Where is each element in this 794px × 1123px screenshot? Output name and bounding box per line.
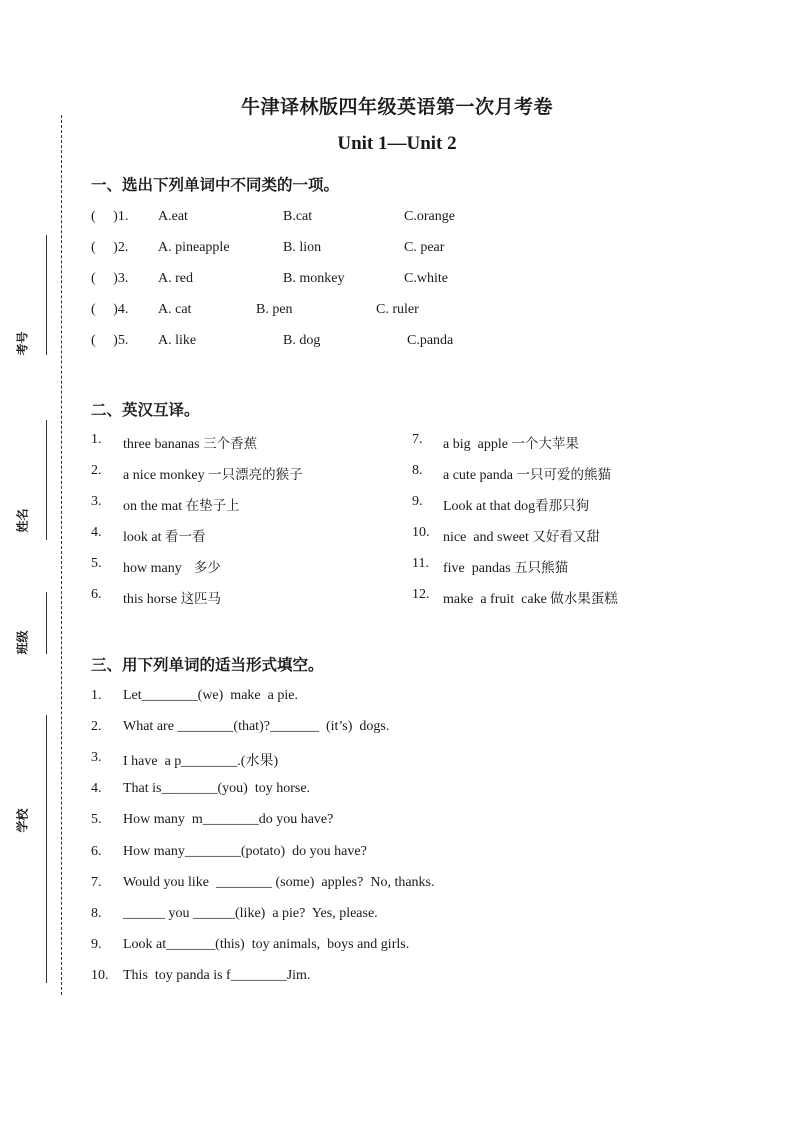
section2-item-number: 12. bbox=[412, 587, 430, 602]
section2-item-phrase: three bananas 三个香蕉 bbox=[123, 436, 258, 452]
section2-item-phrase: how many 多少 bbox=[123, 560, 221, 576]
section1-item-1-option-b: B.cat bbox=[283, 209, 313, 224]
section2-item-phrase: five pandas 五只熊猫 bbox=[443, 560, 569, 576]
section2-item-number: 11. bbox=[412, 556, 429, 571]
section2-item-phrase: a big apple 一个大苹果 bbox=[443, 436, 579, 452]
section3-item-number: 5. bbox=[91, 812, 102, 827]
section1-item-3-option-a: A. red bbox=[158, 271, 193, 286]
section1-item-5-option-a: A. like bbox=[158, 333, 197, 348]
section1-item-5-number: ( )5. bbox=[91, 333, 129, 348]
section3-item-number: 2. bbox=[91, 719, 102, 734]
binding-dashed-line bbox=[61, 115, 62, 995]
exam-number-line bbox=[46, 235, 47, 355]
page-subtitle: Unit 1—Unit 2 bbox=[337, 133, 457, 154]
section3-item-number: 3. bbox=[91, 750, 102, 765]
section2-item-number: 5. bbox=[91, 556, 102, 571]
section1-item-1-option-c: C.orange bbox=[404, 209, 455, 224]
section3-item-text: Look at_______(this) toy animals, boys and girls. bbox=[123, 937, 410, 952]
section3-item-text: Would you like ________ (some) apples? No, thanks. bbox=[123, 875, 435, 890]
section2-item-number: 6. bbox=[91, 587, 102, 602]
section2-item-phrase: this horse 这匹马 bbox=[123, 591, 222, 607]
section1-item-2-option-b: B. lion bbox=[283, 240, 322, 255]
page-title: 牛津译林版四年级英语第一次月考卷 bbox=[240, 96, 553, 118]
school-label: 学校 bbox=[15, 808, 30, 833]
section1-item-1-number: ( )1. bbox=[91, 209, 129, 224]
section2-item-number: 2. bbox=[91, 463, 102, 478]
section2-item-number: 3. bbox=[91, 494, 102, 509]
section3-item-number: 6. bbox=[91, 844, 102, 859]
section2-item-phrase: Look at that dog看那只狗 bbox=[443, 498, 590, 514]
section1-item-2-option-c: C. pear bbox=[404, 240, 445, 255]
section1-item-3-option-b: B. monkey bbox=[283, 271, 345, 286]
section2-item-number: 1. bbox=[91, 432, 102, 447]
section2-item-number: 8. bbox=[412, 463, 423, 478]
section3-heading: 三、用下列单词的适当形式填空。 bbox=[91, 656, 324, 674]
section2-item-number: 9. bbox=[412, 494, 423, 509]
section1-item-4-number: ( )4. bbox=[91, 302, 129, 317]
section2-item-number: 4. bbox=[91, 525, 102, 540]
section2-item-phrase: on the mat 在垫子上 bbox=[123, 498, 240, 514]
section2-heading: 二、英汉互译。 bbox=[91, 401, 200, 419]
section3-item-text: What are ________(that)?_______ (it’s) dogs. bbox=[123, 719, 390, 734]
section1-item-2-option-a: A. pineapple bbox=[158, 240, 230, 255]
section3-item-number: 10. bbox=[91, 968, 109, 983]
exam-number-label: 考号 bbox=[15, 331, 30, 356]
section2-item-phrase: look at 看一看 bbox=[123, 529, 206, 545]
section1-item-4-option-a: A. cat bbox=[158, 302, 192, 317]
class-label: 班级 bbox=[15, 630, 30, 655]
section3-item-text: How many m________do you have? bbox=[123, 812, 334, 827]
section2-item-phrase: a nice monkey 一只漂亮的猴子 bbox=[123, 467, 303, 483]
section3-item-text: Let________(we) make a pie. bbox=[123, 688, 298, 703]
section1-item-5-option-b: B. dog bbox=[283, 333, 321, 348]
section3-item-number: 1. bbox=[91, 688, 102, 703]
section1-item-4-option-c: C. ruler bbox=[376, 302, 419, 317]
section3-item-number: 9. bbox=[91, 937, 102, 952]
section2-item-number: 7. bbox=[412, 432, 423, 447]
section2-item-phrase: a cute panda 一只可爱的熊猫 bbox=[443, 467, 611, 483]
section1-item-3-option-c: C.white bbox=[404, 271, 448, 286]
section3-item-number: 7. bbox=[91, 875, 102, 890]
section3-item-text: ______ you ______(like) a pie? Yes, please. bbox=[123, 906, 378, 921]
section1-item-4-option-b: B. pen bbox=[256, 302, 293, 317]
section1-heading: 一、选出下列单词中不同类的一项。 bbox=[91, 176, 340, 194]
section3-item-text: This toy panda is f________Jim. bbox=[123, 968, 311, 983]
name-label: 姓名 bbox=[15, 508, 30, 533]
section2-item-phrase: make a fruit cake 做水果蛋糕 bbox=[443, 591, 618, 607]
section2-item-phrase: nice and sweet 又好看又甜 bbox=[443, 529, 600, 545]
section3-item-number: 8. bbox=[91, 906, 102, 921]
section1-item-2-number: ( )2. bbox=[91, 240, 129, 255]
section2-item-number: 10. bbox=[412, 525, 430, 540]
section1-item-5-option-c: C.panda bbox=[407, 333, 454, 348]
school-line bbox=[46, 715, 47, 983]
name-line bbox=[46, 420, 47, 540]
section3-item-number: 4. bbox=[91, 781, 102, 796]
class-line bbox=[46, 592, 47, 654]
section3-item-text: How many________(potato) do you have? bbox=[123, 844, 367, 859]
section1-item-3-number: ( )3. bbox=[91, 271, 129, 286]
section3-item-text: I have a p________.(水果) bbox=[123, 754, 279, 769]
section1-item-1-option-a: A.eat bbox=[158, 209, 188, 224]
section3-item-text: That is________(you) toy horse. bbox=[123, 781, 311, 796]
